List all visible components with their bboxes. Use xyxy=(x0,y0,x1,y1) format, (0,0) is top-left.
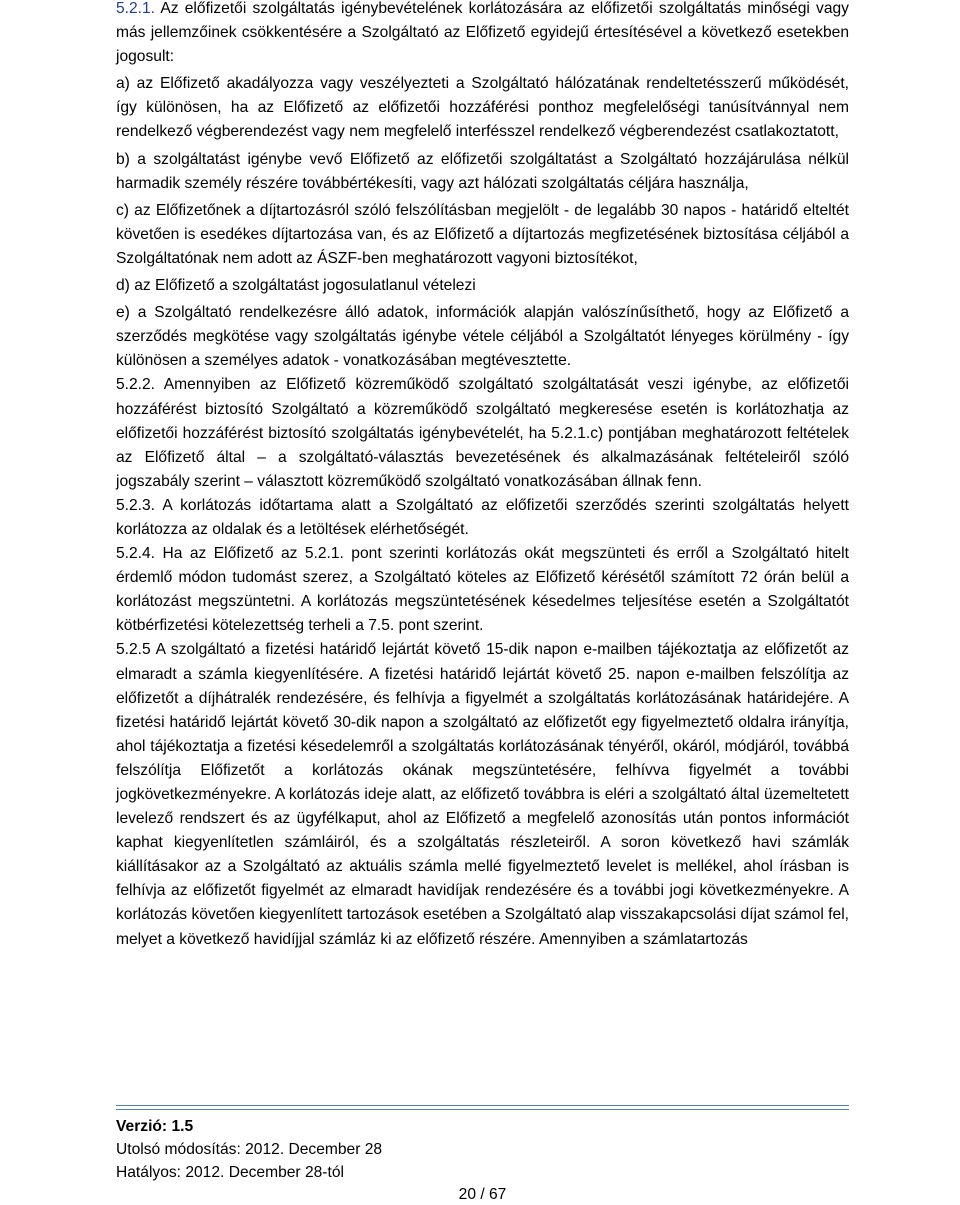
paragraph-5-2-2: 5.2.2. Amennyiben az Előfizető közreműködő szolgáltató szolgáltatását veszi igénybe, az előfizetői hozzáférést biztosító Szolgáltató a közreműködő szolgáltató megkeresése esetén is korlátozhatja az előfizetői hozzáférést biztosító szolgáltatás igénybevételét, ha 5.2.1.c) pontjában meghatározott feltételek az Előfizető által – a szolgáltató-választás bevezetésének és alkalmazásának feltételeiről szóló jogszabály szerint – választott közreműködő szolgáltató vonatkozásában állnak fenn. xyxy=(116,376,849,490)
footer-modified: Utolsó módosítás: 2012. December 28 xyxy=(116,1141,383,1158)
list-item-c: c) az Előfizetőnek a díjtartozásról szóló felszólításban megjelölt - de legalább 30 napos - határidő elteltét követően is esedékes díjtartozása van, és az Előfizető a díjtartozás megfizetésének biztosítása céljából a Szolgáltatónak nem adott az ÁSZF-ben meghatározott vagyoni biztosítékot, xyxy=(116,201,849,267)
paragraph-5-2-3: 5.2.3. A korlátozás időtartama alatt a Szolgáltató az előfizetői szerződés szerinti szolgáltatás helyett korlátozza az oldalak és a letöltések elérhetőségét. xyxy=(116,496,849,538)
paragraph-5-2-5: 5.2.5 A szolgáltató a fizetési határidő lejártát követő 15-dik napon e-mailben tájékoztatja az előfizetőt az elmaradt a számla kiegyenlítésére. A fizetési határidő lejártát követő 25. napon e-mailben felszólítja az előfizetőt a díjhátralék rendezésére, és felhívja a figyelmét a szolgáltatás korlátozásának határidejére. A fizetési határidő lejártát követő 30-dik napon a szolgáltató az előfizetőt egy figyelmeztető oldalra irányítja, ahol tájékoztatja a fizetési késedelemről a szolgáltatás korlátozásának tényéről, okáról, módjáról, továbbá felszólítja Előfizetőt a korlátozás okának megszüntetésére, felhívva figyelmét a további jogkövetkezményekre. A korlátozás ideje alatt, az előfizető továbbra is eléri a szolgáltató által üzemeltetett levelező rendszert és az ügyfélkaput, ahol az Előfizető a megfelelő azonosítás után pontos információt kaphat kiegyenlítetlen számláiról, és a szolgáltatás részleteiről. A soron következő havi számlák kiállításakor az a Szolgáltató az aktuális számla mellé figyelmeztető levelet is mellékel, ahol írásban is felhívja az előfizetőt figyelmét az elmaradt havidíjak rendezésére és a további jogi következményekre. A korlátozás követően kiegyenlített tartozások esetében a Szolgáltató alap visszakapcsolási díjat számol fel, melyet a következő havidíjjal számláz ki az előfizető részére. Amennyiben a számlatartozás xyxy=(116,641,849,948)
paragraph-5-2-1: 5.2.1. Az előfizetői szolgáltatás igénybevételének korlátozására az előfizetői szolgáltatás minőségi vagy más jellemzőinek csökkentésére a Szolgáltató az Előfizető egyidejű értesítésével a következő esetekben jogosult: xyxy=(116,0,849,66)
footer-rule xyxy=(116,1105,849,1110)
list-item-a: a) az Előfizető akadályozza vagy veszélyezteti a Szolgáltató hálózatának rendeltetésszerű működését, így különösen, ha az Előfizető az előfizetői hozzáférési ponthoz megfelelőségi tanúsítvánnyal nem rendelkező végberendezést vagy nem megfelelő interfésszel rendelkező végberendezést csatlakoztatott, xyxy=(116,75,849,141)
list-item-d: d) az Előfizető a szolgáltatást jogosulatlanul vételezi xyxy=(116,277,476,295)
footer-version: Verzió: 1.5 xyxy=(116,1118,194,1135)
list-item-b: b) a szolgáltatást igénybe vevő Előfizető az előfizetői szolgáltatást a Szolgáltató hozzájárulása nélkül harmadik személy részére továbbértékesíti, vagy azt hálózati szolgáltatás céljára használja, xyxy=(116,150,849,192)
list-item-e: e) a Szolgáltató rendelkezésre álló adatok, információk alapján valószínűsíthető, hogy az Előfizető a szerződés megkötése vagy szolgáltatás igénybe vétele céljából a Szolgáltatót lényeges körülmény - így különösen a személyes adatok - vonatkozásában megtévesztette. xyxy=(116,304,849,370)
page-number: 20 / 67 xyxy=(458,1186,507,1203)
paragraph-5-2-4: 5.2.4. Ha az Előfizető az 5.2.1. pont szerinti korlátozás okát megszünteti és erről a Szolgáltató hitelt érdemlő módon tudomást szerez, a Szolgáltató köteles az Előfizető kérésétől számított 72 órán belül a korlátozást megszüntetni. A korlátozás megszüntetésének késedelmes teljesítése esetén a Szolgáltatót kötbérfizetési kötelezettség terheli a 7.5. pont szerint. xyxy=(116,545,849,635)
footer-effective: Hatályos: 2012. December 28-tól xyxy=(116,1164,344,1181)
document-body xyxy=(116,0,849,952)
